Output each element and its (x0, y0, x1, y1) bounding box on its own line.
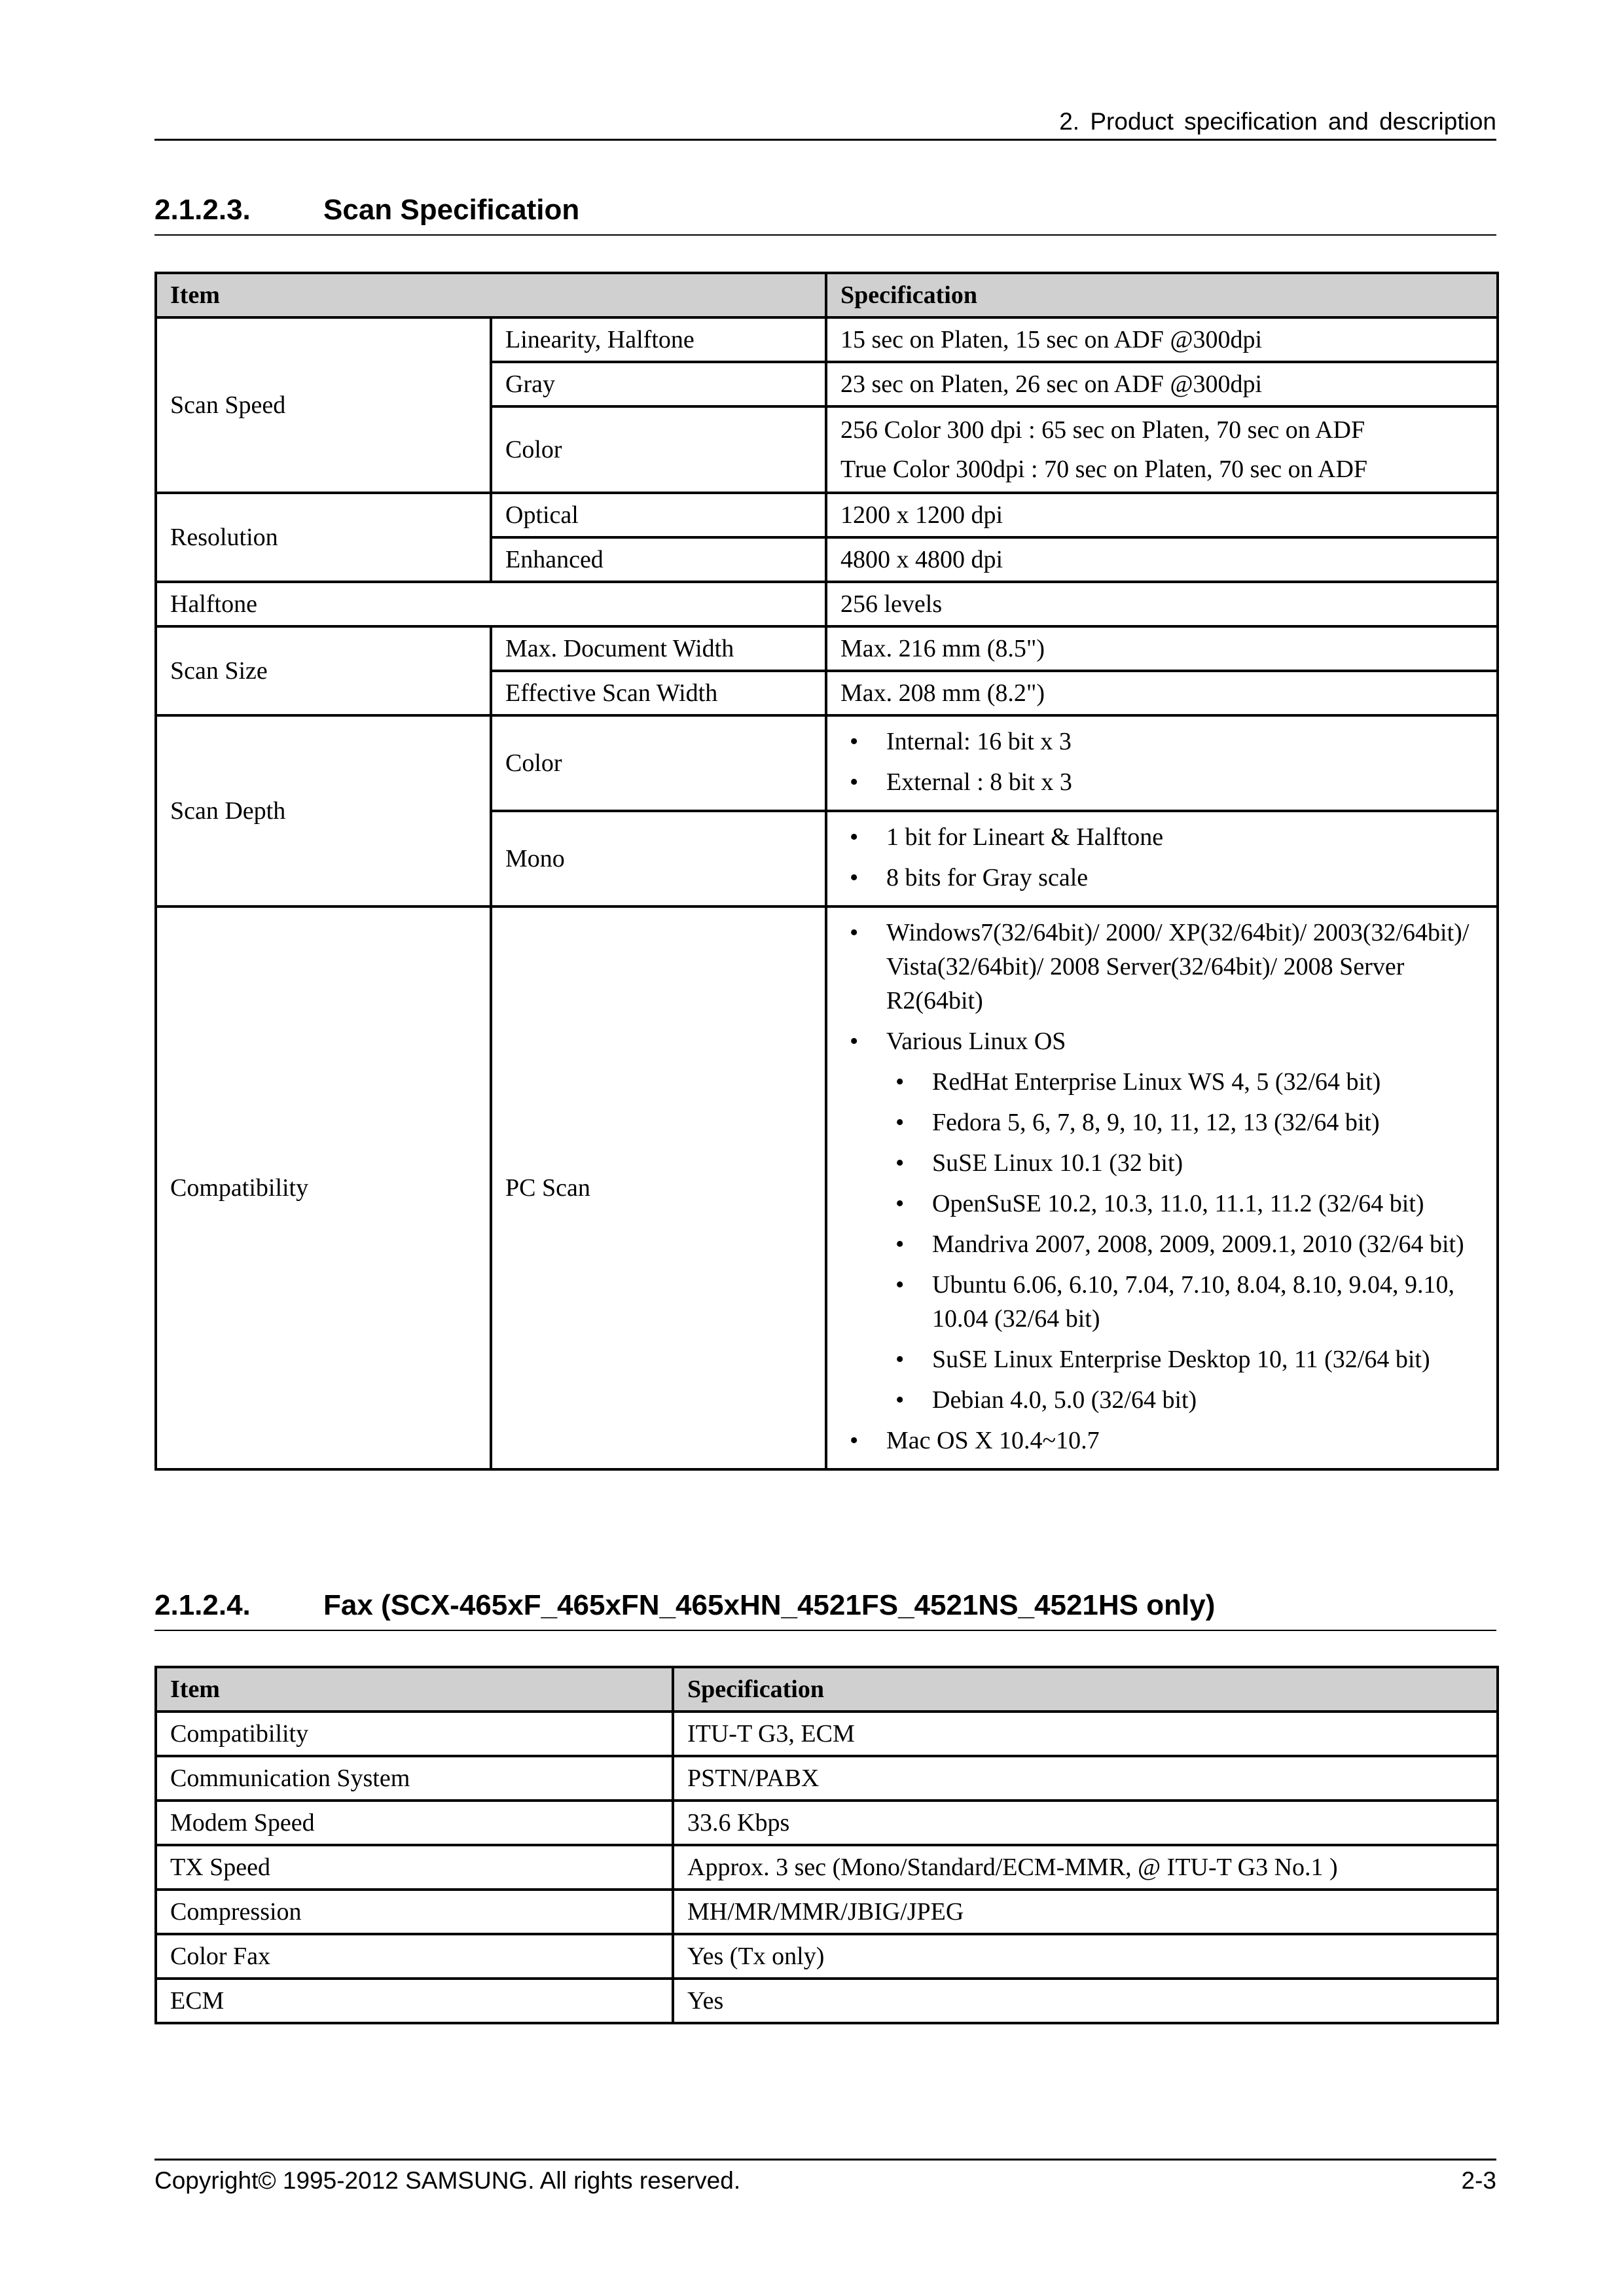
spec-value: 4800 x 4800 dpi (826, 537, 1498, 582)
specification-header: Specification (826, 273, 1498, 317)
item-header: Item (156, 1667, 673, 1712)
spec-value: Yes (Tx only) (673, 1934, 1498, 1979)
table-header-row (156, 1667, 1498, 1712)
table-row (156, 906, 1498, 1469)
list-item: • 8 bits for Gray scale (840, 861, 1483, 895)
list-item: • Windows7(32/64bit)/ 2000/ XP(32/64bit)/ 2003(32/64bit)/ Vista(32/64bit)/ 2008 Server(32/64bit)/ 2008 Server R2(64bit) (840, 916, 1483, 1018)
copyright-text: Copyright© 1995-2012 SAMSUNG. All rights reserved. (154, 2167, 741, 2194)
section-title: Scan Specification (323, 194, 580, 226)
item-cell: Communication System (156, 1756, 673, 1801)
page-number: 2-3 (1461, 2167, 1496, 2194)
spec-value: Max. 216 mm (8.5") (826, 626, 1498, 671)
table-row (156, 1756, 1498, 1801)
item-cell: ECM (156, 1979, 673, 2023)
compatibility-label: Compatibility (156, 906, 491, 1469)
table-row (156, 626, 1498, 671)
spec-value (826, 406, 1498, 493)
table-row (156, 1934, 1498, 1979)
table-row (156, 493, 1498, 537)
spec-value: Max. 208 mm (8.2") (826, 671, 1498, 715)
item-cell: Color Fax (156, 1934, 673, 1979)
scan-section-heading (154, 187, 1496, 236)
os-list (840, 908, 1483, 1468)
spec-value: Approx. 3 sec (Mono/Standard/ECM-MMR, @ ITU-T G3 No.1 ) (673, 1845, 1498, 1890)
bullet-list (840, 812, 1483, 905)
list-item: • RedHat Enterprise Linux WS 4, 5 (32/64 bit) (840, 1065, 1483, 1099)
table-header-row (156, 273, 1498, 317)
sub-item: Mono (491, 811, 826, 906)
table-row (156, 1979, 1498, 2023)
specification-header: Specification (673, 1667, 1498, 1712)
item-cell: Modem Speed (156, 1801, 673, 1845)
list-item: • SuSE Linux 10.1 (32 bit) (840, 1146, 1483, 1180)
scan-spec-table (154, 272, 1499, 1471)
sub-item: Linearity, Halftone (491, 317, 826, 362)
table-row (156, 1712, 1498, 1756)
list-item: • External : 8 bit x 3 (840, 765, 1483, 799)
list-item: • 1 bit for Lineart & Halftone (840, 820, 1483, 854)
bullet-list (840, 717, 1483, 810)
spec-value: 256 levels (826, 582, 1498, 626)
item-cell: TX Speed (156, 1845, 673, 1890)
spec-value (826, 715, 1498, 811)
resolution-label: Resolution (156, 493, 491, 582)
scan-speed-label: Scan Speed (156, 317, 491, 493)
halftone-label: Halftone (156, 582, 826, 626)
table-row (156, 1890, 1498, 1934)
sub-item: Max. Document Width (491, 626, 826, 671)
table-row (156, 582, 1498, 626)
sub-item: PC Scan (491, 906, 826, 1469)
spec-value: PSTN/PABX (673, 1756, 1498, 1801)
section-title: Fax (SCX-465xF_465xFN_465xHN_4521FS_4521NS_4521HS only) (323, 1589, 1216, 1621)
list-item: • Ubuntu 6.06, 6.10, 7.04, 7.10, 8.04, 8.10, 9.04, 9.10, 10.04 (32/64 bit) (840, 1268, 1483, 1336)
list-item: • Mandriva 2007, 2008, 2009, 2009.1, 2010 (32/64 bit) (840, 1227, 1483, 1261)
item-cell: Compression (156, 1890, 673, 1934)
spec-value: ITU-T G3, ECM (673, 1712, 1498, 1756)
list-item: • Debian 4.0, 5.0 (32/64 bit) (840, 1383, 1483, 1417)
sub-item: Optical (491, 493, 826, 537)
list-item: • SuSE Linux Enterprise Desktop 10, 11 (32/64 bit) (840, 1342, 1483, 1376)
spec-value: MH/MR/MMR/JBIG/JPEG (673, 1890, 1498, 1934)
fax-section-heading (154, 1583, 1496, 1631)
list-item: • Mac OS X 10.4~10.7 (840, 1424, 1483, 1458)
sub-item: Color (491, 715, 826, 811)
section-number: 2.1.2.3. (154, 194, 251, 226)
spec-value: 15 sec on Platen, 15 sec on ADF @300dpi (826, 317, 1498, 362)
fax-spec-table (154, 1666, 1499, 2024)
table-row (156, 1845, 1498, 1890)
spec-line: True Color 300dpi : 70 sec on Platen, 70 sec on ADF (840, 456, 1368, 483)
sub-item: Gray (491, 362, 826, 406)
table-row (156, 1801, 1498, 1845)
item-cell: Compatibility (156, 1712, 673, 1756)
list-item: • Fedora 5, 6, 7, 8, 9, 10, 11, 12, 13 (32/64 bit) (840, 1105, 1483, 1139)
spec-value: 1200 x 1200 dpi (826, 493, 1498, 537)
spec-value: 33.6 Kbps (673, 1801, 1498, 1845)
running-header: 2. Product specification and description (154, 105, 1496, 141)
sub-item: Enhanced (491, 537, 826, 582)
sub-item: Effective Scan Width (491, 671, 826, 715)
spec-value (826, 906, 1498, 1469)
section-number: 2.1.2.4. (154, 1589, 251, 1621)
item-header: Item (156, 273, 826, 317)
scan-size-label: Scan Size (156, 626, 491, 715)
list-item: • OpenSuSE 10.2, 10.3, 11.0, 11.1, 11.2 (32/64 bit) (840, 1187, 1483, 1221)
table-row (156, 317, 1498, 362)
scan-depth-label: Scan Depth (156, 715, 491, 906)
sub-item: Color (491, 406, 826, 493)
list-item: • Various Linux OS (840, 1024, 1483, 1058)
spec-value: 23 sec on Platen, 26 sec on ADF @300dpi (826, 362, 1498, 406)
spec-value: Yes (673, 1979, 1498, 2023)
running-footer (154, 2159, 1496, 2195)
list-item: • Internal: 16 bit x 3 (840, 725, 1483, 759)
spec-line: 256 Color 300 dpi : 65 sec on Platen, 70 sec on ADF (840, 416, 1365, 444)
spec-value (826, 811, 1498, 906)
table-row (156, 715, 1498, 811)
